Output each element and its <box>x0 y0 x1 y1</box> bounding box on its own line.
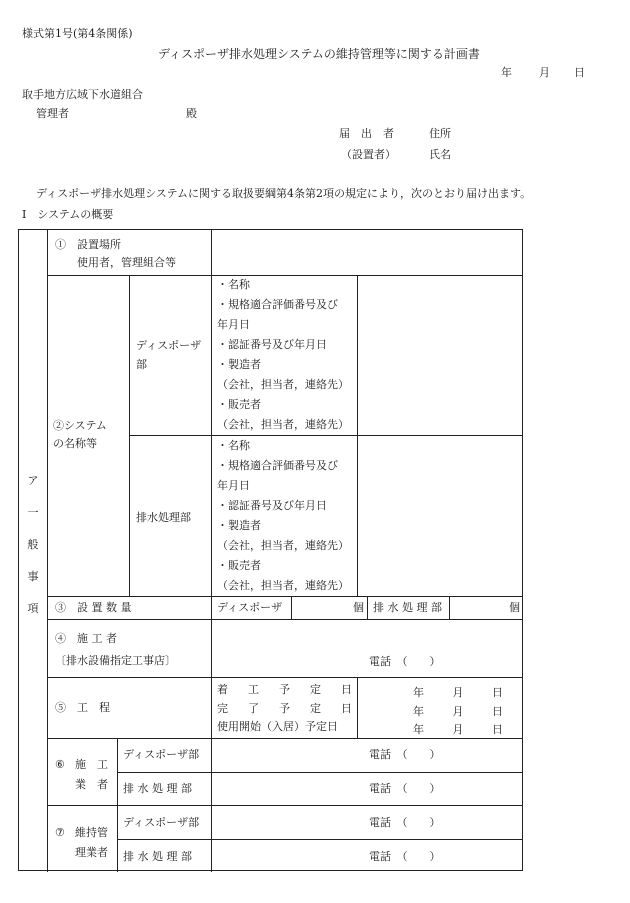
notifier-label: 届 出 者 <box>339 127 394 140</box>
start-date-value[interactable]: 年 月 日 <box>413 686 503 699</box>
installer-disposer-phone: 電話 （ ） <box>369 748 441 761</box>
address-label: 住所 <box>429 127 451 140</box>
system-name-label-2: の名称等 <box>53 437 97 450</box>
disposer-quantity-label: ディスポーザ <box>217 601 283 614</box>
installer-treatment-phone: 電話 （ ） <box>369 782 441 795</box>
treatment-details-field[interactable] <box>363 441 515 591</box>
treatment-part-label: 排水処理部 <box>136 511 191 524</box>
installer-label-2: 業 者 <box>75 778 108 791</box>
disposer-unit: 個 <box>353 601 364 614</box>
occupancy-date-value[interactable]: 年 月 日 <box>413 723 503 736</box>
system-name-label: ②システム <box>53 419 107 432</box>
maintainer-treatment-phone: 電話 （ ） <box>369 850 441 863</box>
date-year: 年 <box>501 66 512 79</box>
intro-text: ディスポーザ排水処理システムに関する取扱要綱第4条第2項の規定により，次のとおり届け出ます。 <box>36 187 532 200</box>
installer-disposer-label: ディスポーザ部 <box>123 748 200 761</box>
manager-label: 管理者 <box>36 107 69 120</box>
completion-date-label: 完 了 予 定 日 <box>217 702 352 715</box>
installer-treatment-label: 排 水 処 理 部 <box>123 782 192 795</box>
section-heading: I システムの概要 <box>22 208 114 221</box>
disposer-part-label: ディスポーザ <box>136 339 202 352</box>
install-location-label: ① 設置場所 <box>55 238 121 251</box>
completion-date-value[interactable]: 年 月 日 <box>413 705 503 718</box>
notifier-sub-label: （設置者） <box>341 148 396 161</box>
treatment-unit: 個 <box>509 601 520 614</box>
honorific: 殿 <box>186 107 197 120</box>
install-quantity-label: ③ 設 置 数 量 <box>55 601 132 614</box>
schedule-label: ⑤ 工 程 <box>55 701 110 714</box>
name-label: 氏名 <box>429 148 451 161</box>
maintainer-label-2: 理業者 <box>75 846 108 859</box>
addressee: 取手地方広域下水道組合 <box>22 88 143 101</box>
contractor-label: ④ 施 工 者 <box>55 632 117 645</box>
maintainer-number: ⑦ <box>55 826 65 839</box>
disposer-details-field[interactable] <box>363 280 515 430</box>
disposer-part-label-2: 部 <box>136 358 147 371</box>
maintainer-disposer-phone: 電話 （ ） <box>369 816 441 829</box>
maintainer-disposer-label: ディスポーザ部 <box>123 816 200 829</box>
plan-form-table <box>18 229 523 871</box>
occupancy-date-label: 使用開始（入居）予定日 <box>217 720 338 733</box>
treatment-quantity-label: 排 水 処 理 部 <box>373 601 442 614</box>
disposer-item-list: ・名称 ・規格適合評価番号及び 年月日 ・認証番号及び年月日 ・製造者 （会社，担当者，連絡先） ・販売者 （会社，担当者，連絡先） <box>217 278 349 431</box>
maintainer-treatment-label: 排 水 処 理 部 <box>123 850 192 863</box>
contractor-sub-label: 〔排水設備指定工事店〕 <box>55 654 176 667</box>
form-number: 様式第1号(第4条関係) <box>22 27 133 40</box>
date-month: 月 <box>539 66 550 79</box>
installer-label: 施 工 <box>75 758 108 771</box>
contractor-phone: 電話 （ ） <box>369 655 441 668</box>
document-title: ディスポーザ排水処理システムの維持管理等に関する計画書 <box>158 47 480 61</box>
user-association-label: 使用者，管理組合等 <box>77 256 176 269</box>
treatment-item-list: ・名称 ・規格適合評価番号及び 年月日 ・認証番号及び年月日 ・製造者 （会社，担当者，連絡先） ・販売者 （会社，担当者，連絡先） <box>217 439 349 592</box>
installer-number: ⑥ <box>55 758 65 771</box>
date-day: 日 <box>574 66 585 79</box>
maintainer-label: 維持管 <box>75 826 108 839</box>
group-label-general: ア 一 般 事 項 <box>27 474 39 615</box>
start-date-label: 着 工 予 定 日 <box>217 683 352 696</box>
install-location-field[interactable] <box>219 240 515 266</box>
